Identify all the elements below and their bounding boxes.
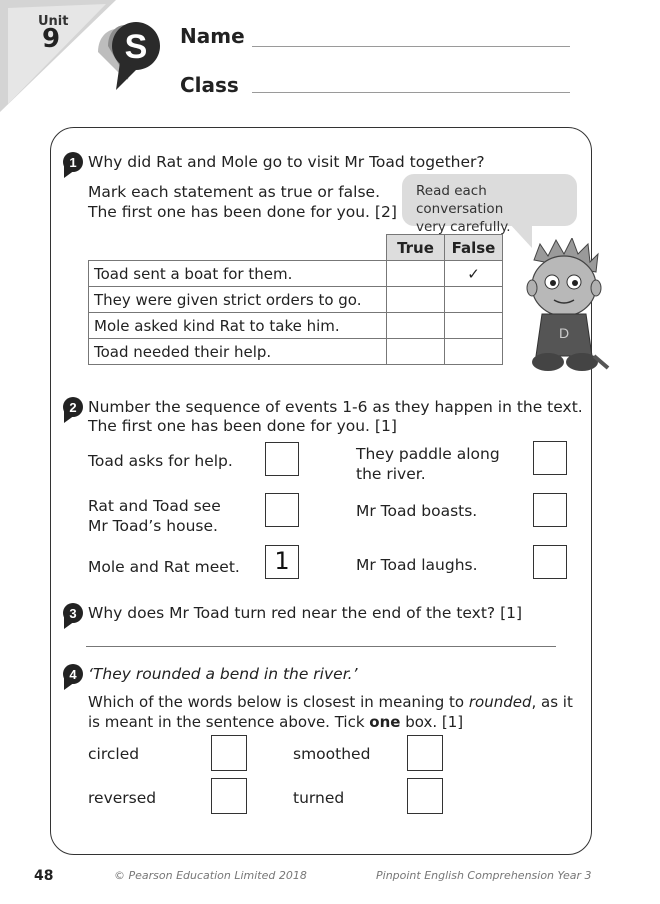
question-4-marker-icon — [61, 664, 83, 690]
true-false-table — [88, 234, 503, 365]
event-number-box[interactable] — [533, 545, 567, 579]
true-checkbox-cell[interactable] — [387, 261, 445, 287]
question-1-marker-icon — [61, 152, 83, 178]
option-label: smoothed — [293, 745, 371, 763]
event-label: Mole and Rat meet. — [88, 558, 240, 576]
option-label: turned — [293, 789, 345, 807]
name-write-line[interactable] — [252, 46, 570, 47]
question-3-marker-icon — [61, 603, 83, 629]
q4-instruction-line2: is meant in the sentence above. Tick one box. [1] — [88, 713, 464, 731]
true-checkbox-cell[interactable] — [387, 313, 445, 339]
speech-bubble — [402, 174, 577, 235]
table-row — [89, 261, 503, 287]
false-checkbox-cell[interactable] — [445, 313, 503, 339]
strand-logo-icon — [90, 14, 162, 94]
option-tick-box[interactable] — [407, 735, 443, 771]
col-header-false: False — [445, 235, 503, 261]
svg-text:4: 4 — [69, 667, 77, 682]
svg-text:D: D — [558, 325, 570, 341]
statement-cell: Mole asked kind Rat to take him. — [89, 313, 387, 339]
q1-question: Why did Rat and Mole go to visit Mr Toad together? — [88, 153, 485, 171]
q4-instruction-line1: Which of the words below is closest in meaning to rounded, as it — [88, 693, 573, 711]
statement-cell: Toad needed their help. — [89, 339, 387, 365]
question-2-marker-icon — [61, 397, 83, 423]
option-label: circled — [88, 745, 140, 763]
name-label: Name — [180, 24, 245, 48]
copyright: © Pearson Education Limited 2018 — [114, 869, 307, 882]
event-number-box[interactable] — [265, 493, 299, 527]
table-row — [89, 339, 503, 365]
statement-cell: Toad sent a boat for them. — [89, 261, 387, 287]
logo-letter: S — [124, 28, 148, 66]
false-checkbox-cell[interactable]: ✓ — [445, 261, 503, 287]
svg-text:3: 3 — [69, 606, 77, 621]
false-checkbox-cell[interactable] — [445, 339, 503, 365]
event-number-box[interactable] — [265, 442, 299, 476]
class-label: Class — [180, 73, 239, 97]
event-label: Mr Toad laughs. — [356, 556, 478, 574]
true-checkbox-cell[interactable] — [387, 339, 445, 365]
q2-question-line2: The first one has been done for you. [1] — [88, 417, 397, 435]
statement-cell: They were given strict orders to go. — [89, 287, 387, 313]
unit-number: 9 — [42, 24, 61, 54]
option-tick-box[interactable] — [211, 735, 247, 771]
svg-text:1: 1 — [69, 155, 77, 170]
page-number: 48 — [34, 868, 54, 884]
q4-quote: ‘They rounded a bend in the river.’ — [88, 665, 358, 683]
svg-text:2: 2 — [69, 400, 77, 415]
unit-label: Unit — [38, 14, 69, 29]
event-label: Toad asks for help. — [88, 452, 233, 470]
q3-question: Why does Mr Toad turn red near the end of the text? [1] — [88, 604, 523, 622]
event-label: Rat and Toad see Mr Toad’s house. — [88, 497, 221, 535]
event-number-box[interactable]: 1 — [265, 545, 299, 579]
col-header-true: True — [387, 235, 445, 261]
q2-question-line1: Number the sequence of events 1-6 as they happen in the text. — [88, 398, 583, 416]
true-checkbox-cell[interactable] — [387, 287, 445, 313]
cartoon-boy-icon — [520, 238, 610, 374]
q1-instruction-line2: The first one has been done for you. [2] — [88, 203, 397, 221]
bubble-line1: Read each conversation — [416, 183, 504, 217]
q3-answer-line[interactable] — [86, 646, 556, 647]
event-label: They paddle along the river. — [356, 445, 500, 483]
event-label: Mr Toad boasts. — [356, 502, 478, 520]
class-write-line[interactable] — [252, 92, 570, 93]
false-checkbox-cell[interactable] — [445, 287, 503, 313]
bubble-line2: very carefully. — [416, 219, 511, 235]
option-tick-box[interactable] — [211, 778, 247, 814]
table-row — [89, 313, 503, 339]
table-row — [89, 287, 503, 313]
option-tick-box[interactable] — [407, 778, 443, 814]
event-number-box[interactable] — [533, 441, 567, 475]
book-title: Pinpoint English Comprehension Year 3 — [376, 869, 592, 882]
event-number-box[interactable] — [533, 493, 567, 527]
option-label: reversed — [88, 789, 157, 807]
q1-instruction-line1: Mark each statement as true or false. — [88, 183, 381, 201]
